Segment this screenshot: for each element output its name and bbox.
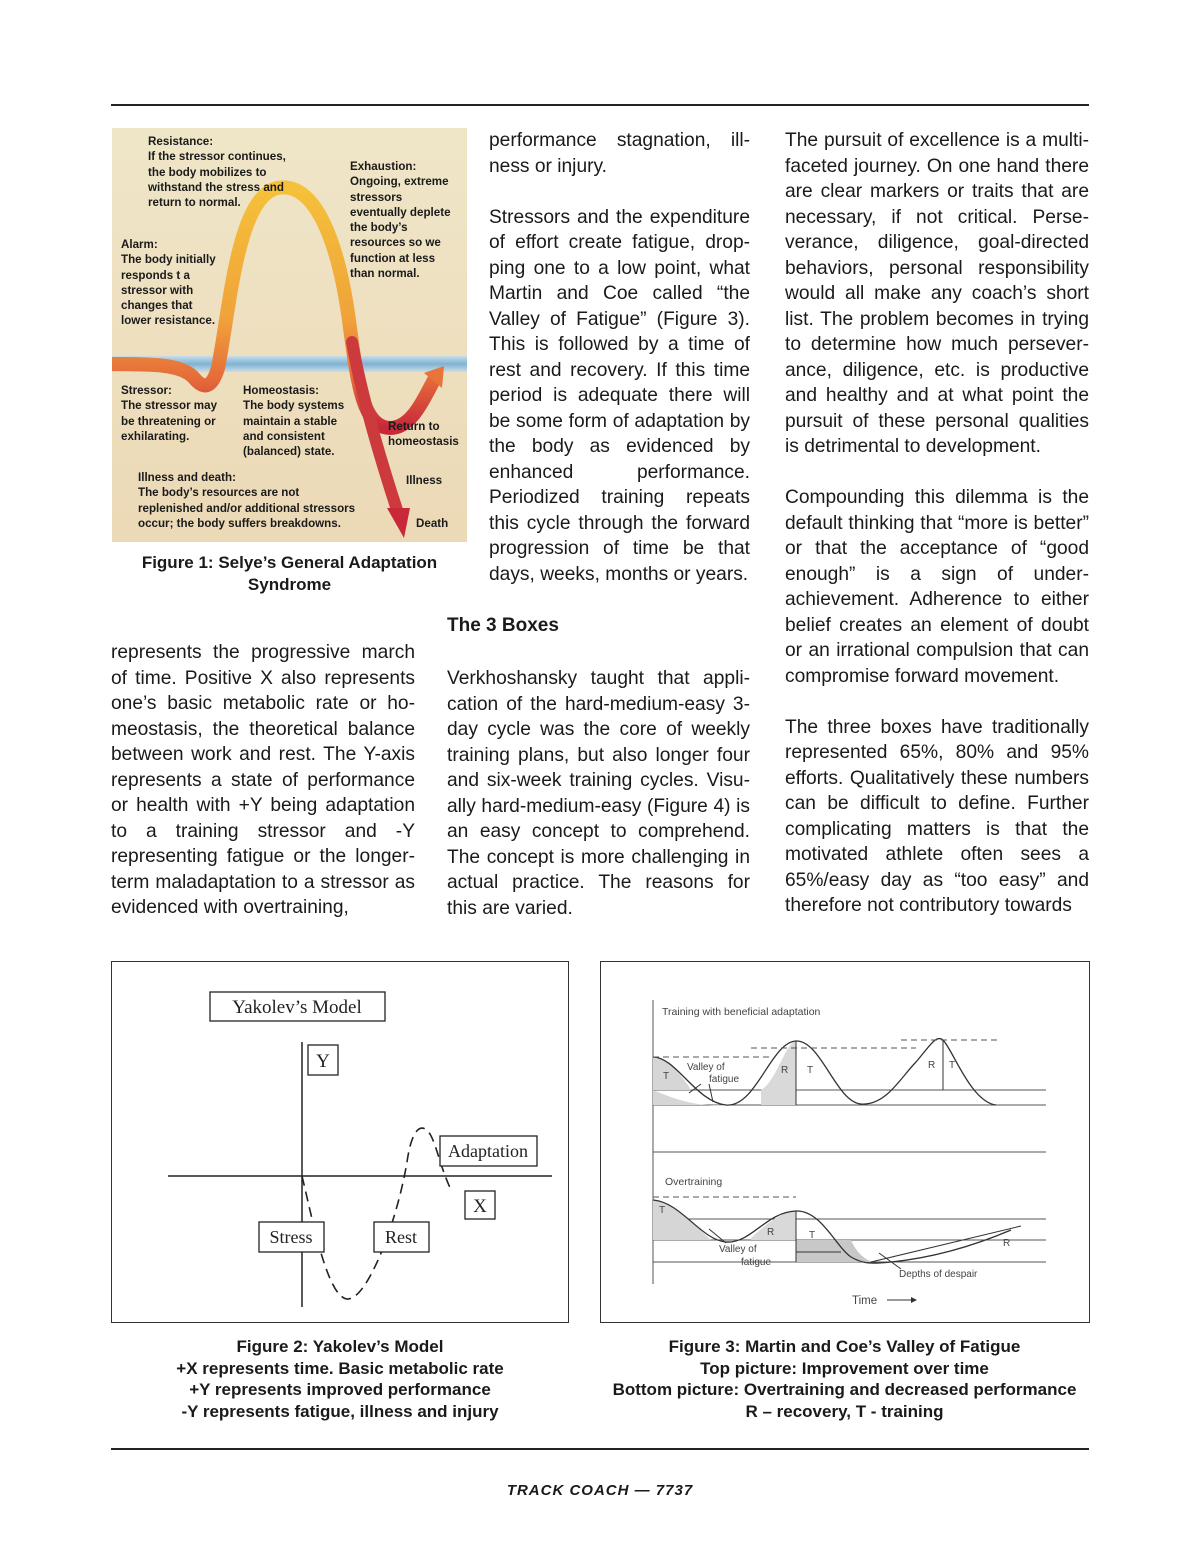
homeostasis-line: and consistent xyxy=(243,429,325,443)
paragraph: performance stagnation, illness or injury. xyxy=(489,130,750,177)
exhaustion-line: stressors xyxy=(350,190,403,204)
valley-label-1: Valley of xyxy=(719,1244,757,1255)
caption-line: Figure 2: Yakolev’s Model xyxy=(236,1337,444,1356)
exhaustion-line: Exhaustion: xyxy=(350,160,417,173)
caption-line: Top picture: Improvement over time xyxy=(700,1358,989,1378)
alarm-line: stressor with xyxy=(121,283,194,297)
paragraph: represents the progressive march of time. Positive X also represents one’s basic metabolic rate or homeostasis, the theoretical balance between work and rest. The Y-axis represents a state of performance or health with +Y being adaptation to a training stressor and -Y representing fatigue or the longer-term maladaptation to a stressor as evidenced with overtraining, xyxy=(111,642,415,918)
illness-death-line: occur; the body suffers breakdowns. xyxy=(138,516,341,530)
valley-label-1: Valley of xyxy=(687,1062,725,1073)
paragraph: Stressors and the expenditure of effort create fatigue, dropping one to a low point, what Martin and Coe called “the Valley of Fatigue” (Figure 3). This is followed by a time of rest and recovery. If this time period is adequate there will be some form of adaptation by the body as evidenced by enhanced performance. Periodized training repeats this cycle through the forward progression of time be that days, weeks, months or years. xyxy=(489,206,750,585)
stressor-line: exhilarating. xyxy=(121,429,190,443)
time-label: Time xyxy=(852,1295,878,1307)
bottom-title: Overtraining xyxy=(665,1176,723,1188)
figure3-graphic xyxy=(601,962,1089,1322)
yakolev-title: Yakolev’s Model xyxy=(232,997,362,1018)
figure3-caption xyxy=(598,1336,1091,1422)
bottom-rule xyxy=(111,1448,1089,1450)
caption-line: R – recovery, T - training xyxy=(745,1401,944,1421)
alarm-line: lower resistance. xyxy=(121,314,216,328)
t-label: T xyxy=(809,1230,816,1241)
paragraph: Verkhoshansky taught that application of the hard-medium-easy 3-day cycle was the core of weekly training plans, but also longer four and six-week training cycles. Visually hard-medium-easy (Figure 4) is an easy concept to comprehend. The concept is more challenging in actual practice. The reasons for this are varied. xyxy=(447,668,750,919)
homeostasis-line: The body systems xyxy=(243,399,345,413)
caption-line: -Y represents fatigue, illness and injury xyxy=(181,1401,499,1421)
figure2-frame xyxy=(111,961,569,1323)
resistance-line: withstand the stress and xyxy=(148,180,284,194)
exhaustion-line: Ongoing, extreme xyxy=(350,175,449,189)
paragraph: The pursuit of excellence is a multifaceted journey. On one hand there are clear markers or traits that are necessary, if not critical. Perseverance, diligence, goal-directed behaviors, personal responsibility would all make any coach’s short list. The problem becomes in trying to determine how much perseverance, diligence, etc. is productive and healthy and at what point the pursuit of these personal qualities is detrimental to development. xyxy=(785,130,1089,457)
caption-line: Syndrome xyxy=(247,574,332,594)
paragraph: Compounding this dilemma is the default thinking that “more is better” or that the acceptance of “good enough” is a sign of underachievement. Adherence to either belief creates an element of doubt or an irrational compulsion that can compromise forward movement. xyxy=(785,487,1089,687)
stressor-line: Stressor: xyxy=(121,384,172,397)
t-label: T xyxy=(659,1205,666,1216)
exhaustion-line: than normal. xyxy=(350,267,420,281)
return-line: Return to xyxy=(388,420,440,433)
exhaustion-line: eventually deplete xyxy=(350,205,451,219)
homeostasis-line: maintain a stable xyxy=(243,414,338,428)
figure2-graphic xyxy=(112,962,568,1322)
figure1-caption xyxy=(112,552,467,595)
stress-label: Stress xyxy=(269,1227,313,1247)
column2-upper xyxy=(489,128,750,613)
alarm-line: Alarm: xyxy=(121,238,158,251)
caption-line: +X represents time. Basic metabolic rate xyxy=(176,1358,504,1378)
adaptation-label: Adaptation xyxy=(448,1141,528,1161)
t-label: T xyxy=(807,1065,814,1076)
top-title: Training with beneficial adaptation xyxy=(662,1006,821,1018)
valley-label-2: fatigue xyxy=(741,1257,772,1268)
exhaustion-line: resources so we xyxy=(350,236,441,250)
r-label: R xyxy=(767,1227,775,1238)
figure1-image xyxy=(112,128,467,542)
r-label: R xyxy=(928,1060,936,1071)
column1-text xyxy=(111,640,415,946)
r-label: R xyxy=(781,1065,789,1076)
r-label: R xyxy=(1003,1238,1011,1249)
paragraph: The three boxes have traditionally represented 65%, 80% and 95% efforts. Qualitatively these numbers can be difficult to define. Further complicating matters is that the motivated athlete often sees a 65%/easy day as “too easy” and therefore not contributory towards xyxy=(785,716,1089,916)
death-label: Death xyxy=(416,517,449,530)
figure2-caption xyxy=(111,1336,569,1422)
despair-label: Depths of despair xyxy=(899,1269,978,1280)
resistance-line: the body mobilizes to xyxy=(148,165,267,179)
rest-label: Rest xyxy=(384,1227,418,1247)
illness-label: Illness xyxy=(406,474,443,487)
caption-line: Figure 3: Martin and Coe’s Valley of Fatigue xyxy=(668,1337,1021,1356)
stressor-line: be threatening or xyxy=(121,414,216,428)
t-label: T xyxy=(663,1071,670,1082)
caption-line: Bottom picture: Overtraining and decreased performance xyxy=(612,1380,1077,1399)
exhaustion-line: the body’s xyxy=(350,221,408,235)
top-rule xyxy=(111,104,1089,106)
page-footer: TRACK COACH — 7737 xyxy=(506,1482,694,1499)
figure3-frame xyxy=(600,961,1090,1323)
return-line: homeostasis xyxy=(388,435,459,449)
x-label: X xyxy=(473,1196,487,1217)
homeostasis-line: Homeostasis: xyxy=(243,384,320,397)
alarm-line: The body initially xyxy=(121,253,216,267)
illness-death-line: The body’s resources are not xyxy=(138,486,300,500)
column3-text xyxy=(785,128,1089,944)
stressor-line: The stressor may xyxy=(121,399,218,413)
valley-label-2: fatigue xyxy=(709,1074,740,1085)
section-heading: The 3 Boxes xyxy=(447,615,559,636)
column2-lower xyxy=(447,666,750,947)
exhaustion-line: function at less xyxy=(350,251,436,265)
alarm-line: changes that xyxy=(121,299,193,313)
t-label: T xyxy=(949,1060,956,1071)
caption-line: +Y represents improved performance xyxy=(189,1380,491,1399)
illness-death-line: replenished and/or additional stressors xyxy=(138,501,356,515)
alarm-line: responds t a xyxy=(121,268,190,282)
resistance-line: Resistance: xyxy=(148,135,214,148)
resistance-line: If the stressor continues, xyxy=(148,150,286,164)
illness-death-line: Illness and death: xyxy=(138,471,236,484)
caption-line: Figure 1: Selye’s General Adaptation xyxy=(141,553,438,572)
y-label: Y xyxy=(316,1051,330,1072)
resistance-line: return to normal. xyxy=(148,196,241,210)
homeostasis-line: (balanced) state. xyxy=(243,445,335,459)
